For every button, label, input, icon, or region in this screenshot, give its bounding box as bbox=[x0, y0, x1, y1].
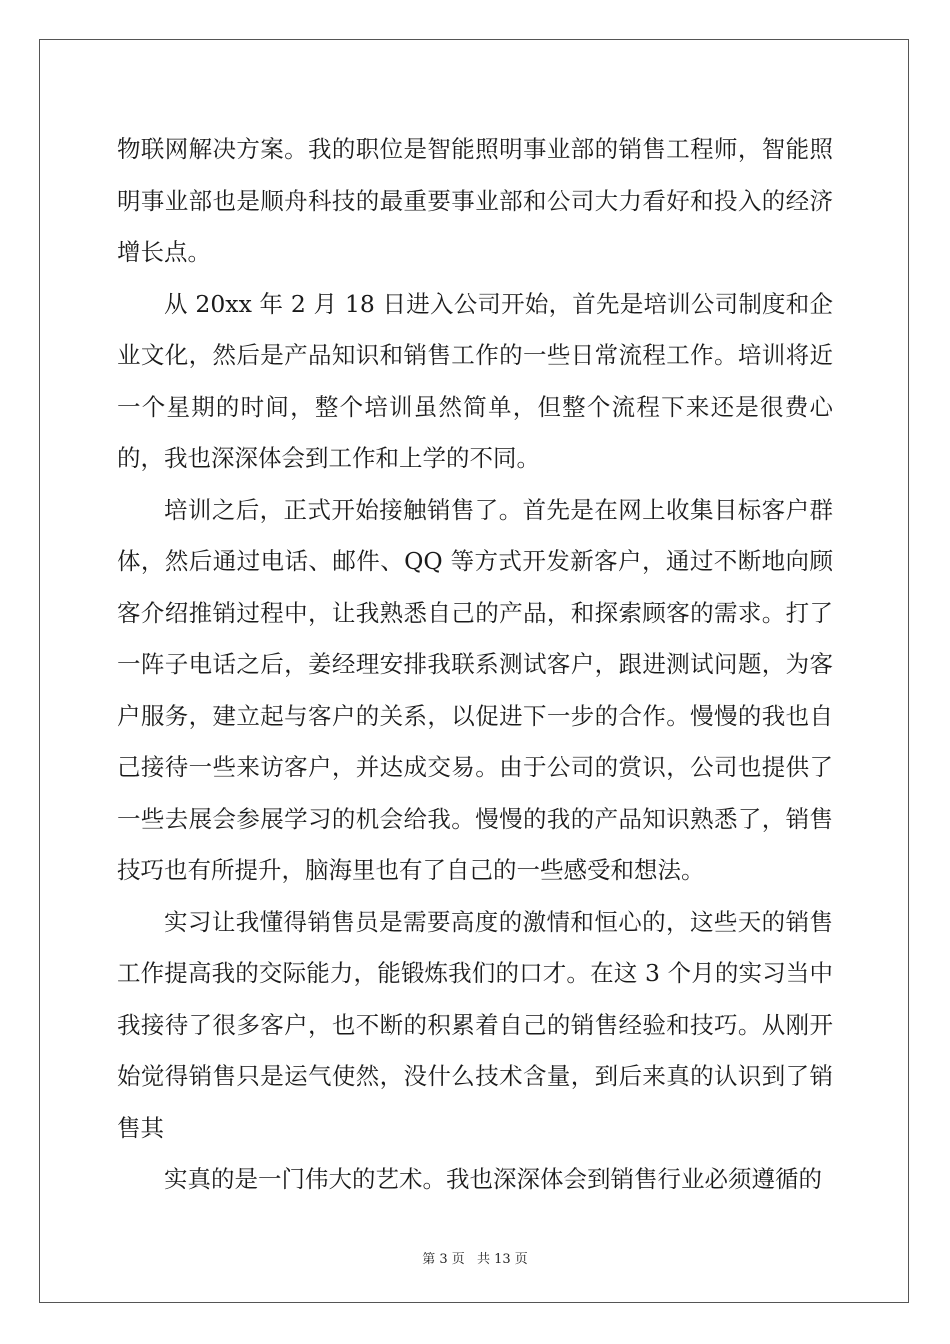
page-total: 共 13 页 bbox=[476, 1252, 528, 1267]
document-body bbox=[117, 124, 833, 1206]
paragraph-5: 实真的是一门伟大的艺术。我也深深体会到销售行业必须遵循的 bbox=[164, 1165, 822, 1193]
paragraph-2: 从 20xx 年 2 月 18 日进入公司开始，首先是培训公司制度和企业文化，然后是产品知识和销售工作的一些日常流程工作。培训将近一个星期的时间，整个培训虽然简单，但整个流程下来还是很费心的，我也深深体会到工作和上学的不同。 bbox=[117, 289, 833, 472]
page-footer bbox=[0, 1248, 950, 1267]
page-number: 第 3 页 bbox=[422, 1252, 465, 1267]
paragraph-4: 实习让我懂得销售员是需要高度的激情和恒心的，这些天的销售工作提高我的交际能力，能锻炼我们的口才。在这 3 个月的实习当中我接待了很多客户，也不断的积累着自己的销售经验和技巧。从刚开始觉得销售只是运气使然，没什么技术含量，到后来真的认识到了销售其 bbox=[117, 907, 833, 1142]
paragraph-3: 培训之后，正式开始接触销售了。首先是在网上收集目标客户群体，然后通过电话、邮件、QQ 等方式开发新客户，通过不断地向顾客介绍推销过程中，让我熟悉自己的产品，和探索顾客的需求。打了一阵子电话之后，姜经理安排我联系测试客户，跟进测试问题，为客户服务，建立起与客户的关系，以促进下一步的合作。慢慢的我也自己接待一些来访客户，并达成交易。由于公司的赏识，公司也提供了一些去展会参展学习的机会给我。慢慢的我的产品知识熟悉了，销售技巧也有所提升，脑海里也有了自己的一些感受和想法。 bbox=[117, 495, 833, 884]
paragraph-1: 物联网解决方案。我的职位是智能照明事业部的销售工程师，智能照明事业部也是顺舟科技的最重要事业部和公司大力看好和投入的经济增长点。 bbox=[117, 135, 833, 266]
